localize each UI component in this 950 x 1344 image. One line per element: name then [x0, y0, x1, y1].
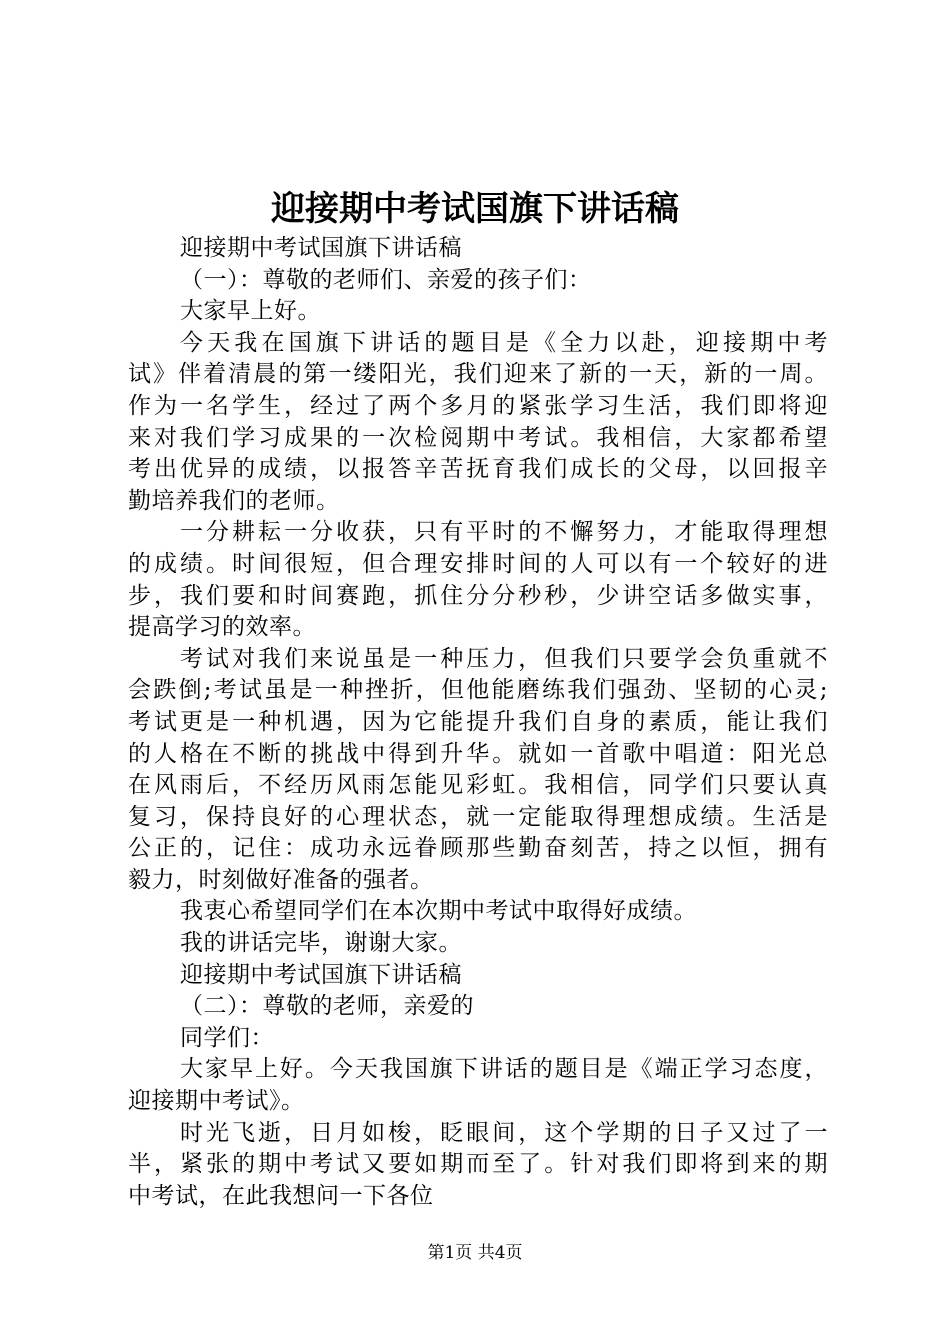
text-line: 来对我们学习成果的一次检阅期中考试。我相信，大家都希望 — [128, 424, 828, 451]
text-line: 试》伴着清晨的第一缕阳光，我们迎来了新的一天，新的一周。 — [128, 361, 828, 388]
text-line: 步，我们要和时间赛跑，抓住分分秒秒，少讲空话多做实事， — [128, 582, 828, 609]
text-line: 勤培养我们的老师。 — [128, 487, 340, 514]
text-line: 迎接期中考试国旗下讲话稿 — [180, 235, 462, 261]
text-line: 在风雨后，不经历风雨怎能见彩虹。我相信，同学们只要认真 — [128, 772, 828, 799]
text-line: 毅力，时刻做好准备的强者。 — [128, 866, 434, 893]
text-line: 考试对我们来说虽是一种压力，但我们只要学会负重就不 — [180, 645, 828, 672]
document-body — [128, 233, 828, 1212]
text-line: 一分耕耘一分收获，只有平时的不懈努力，才能取得理想 — [180, 519, 828, 546]
text-line: 迎接期中考试》。 — [128, 1088, 305, 1115]
text-line: 会跌倒;考试虽是一种挫折，但他能磨练我们强劲、坚韧的心灵; — [128, 677, 828, 704]
text-line: 公正的，记住：成功永远眷顾那些勤奋刻苦，持之以恒，拥有 — [128, 835, 828, 862]
text-line: 考出优异的成绩，以报答辛苦抚育我们成长的父母，以回报辛 — [128, 456, 828, 483]
text-line: 同学们： — [180, 1024, 274, 1051]
text-line: 的成绩。时间很短，但合理安排时间的人可以有一个较好的进 — [128, 550, 828, 577]
page-number-footer: 第1页 共4页 — [427, 1243, 523, 1263]
text-line: 中考试，在此我想问一下各位 — [128, 1182, 434, 1209]
text-line: （二）：尊敬的老师，亲爱的 — [180, 993, 474, 1020]
text-line: 今天我在国旗下讲话的题目是《全力以赴，迎接期中考 — [180, 329, 828, 356]
text-line: 考试更是一种机遇，因为它能提升我们自身的素质，能让我们 — [128, 708, 828, 735]
text-line: 的人格在不断的挑战中得到升华。就如一首歌中唱道：阳光总 — [128, 740, 828, 767]
text-line: 大家早上好。 — [180, 298, 321, 325]
text-line: 复习，保持良好的心理状态，就一定能取得理想成绩。生活是 — [128, 803, 828, 830]
document-title: 迎接期中考试国旗下讲话稿 — [271, 189, 679, 229]
text-line: 我衷心希望同学们在本次期中考试中取得好成绩。 — [180, 898, 697, 925]
text-line: 我的讲话完毕，谢谢大家。 — [180, 930, 462, 957]
text-line: 提高学习的效率。 — [128, 614, 316, 641]
text-line: 大家早上好。今天我国旗下讲话的题目是《端正学习态度， — [180, 1056, 828, 1083]
text-line: 迎接期中考试国旗下讲话稿 — [180, 961, 462, 988]
text-line: 时光飞逝，日月如梭，眨眼间，这个学期的日子又过了一 — [180, 1119, 828, 1146]
text-line: 半，紧张的期中考试又要如期而至了。针对我们即将到来的期 — [128, 1151, 828, 1178]
text-line: 作为一名学生，经过了两个多月的紧张学习生活，我们即将迎 — [128, 392, 828, 419]
text-line: （一）：尊敬的老师们、亲爱的孩子们： — [180, 266, 592, 293]
